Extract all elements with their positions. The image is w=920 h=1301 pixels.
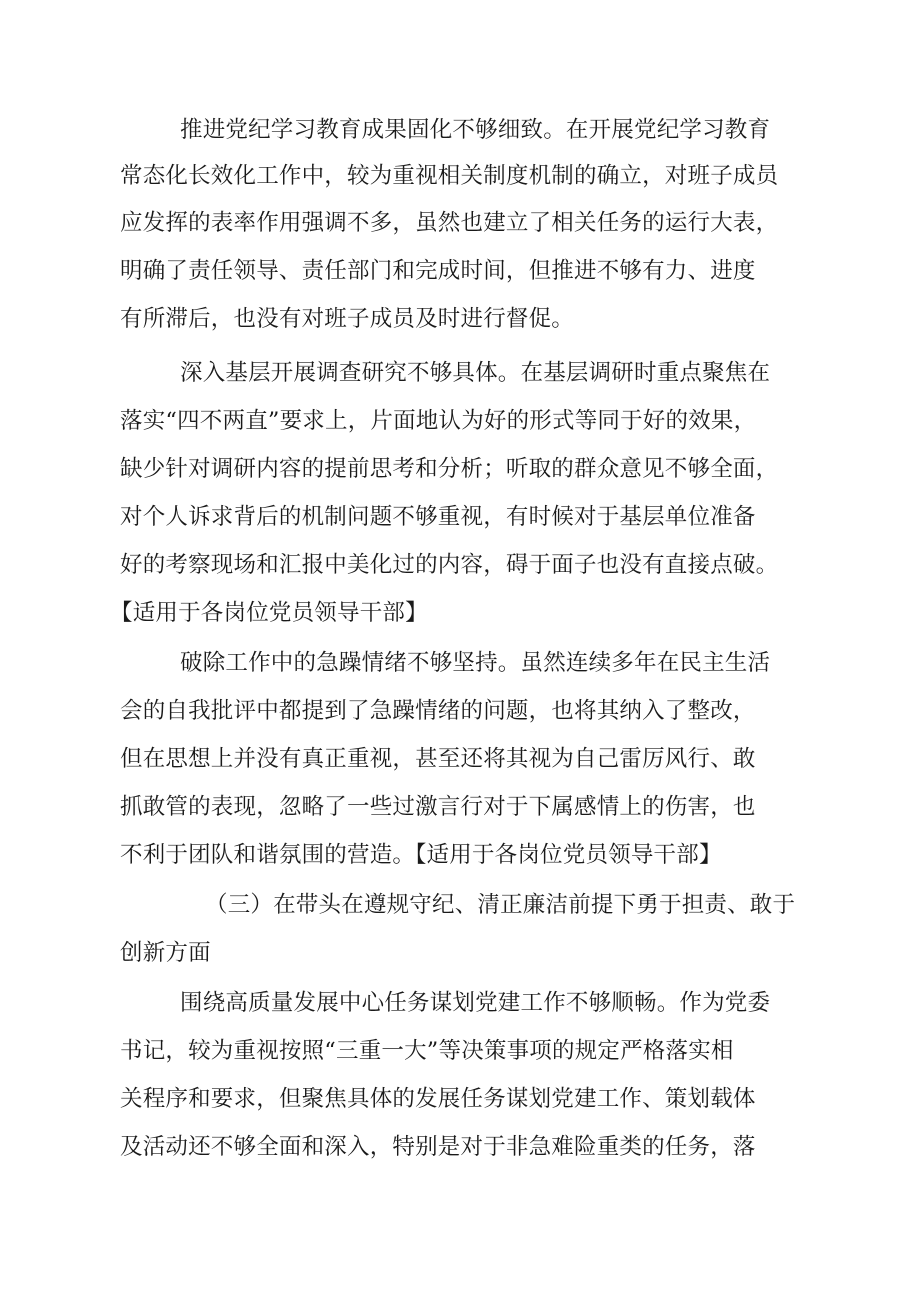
- paragraph-1-line-2: 常态化长效化工作中，较为重视相关制度机制的确立，对班子成员: [120, 163, 779, 189]
- section-heading-line-2: 创新方面: [120, 940, 211, 966]
- paragraph-3-line-1: 破除工作中的急躁情绪不够坚持。虽然连续多年在民主生活: [180, 650, 771, 676]
- paragraph-3-line-4: 抓敢管的表现，忽略了一些过激言行对于下属感情上的伤害，也: [120, 794, 756, 820]
- paragraph-4-line-4: 及活动还不够全面和深入，特别是对于非急难险重类的任务，落: [120, 1134, 756, 1160]
- paragraph-4-line-2: 书记，较为重视按照“三重一大”等决策事项的规定严格落实相: [120, 1038, 734, 1064]
- paragraph-1-line-3: 应发挥的表率作用强调不多，虽然也建立了相关任务的运行大表，: [120, 210, 779, 236]
- paragraph-2-line-5: 好的考察现场和汇报中美化过的内容，碍于面子也没有直接点破。: [120, 552, 779, 578]
- paragraph-2-line-4: 对个人诉求背后的机制问题不够重视，有时候对于基层单位准备: [120, 504, 756, 530]
- paragraph-1-line-4: 明确了责任领导、责任部门和完成时间，但推进不够有力、进度: [120, 258, 756, 284]
- paragraph-2-line-1: 深入基层开展调查研究不够具体。在基层调研时重点聚焦在: [180, 360, 771, 386]
- paragraph-3-line-3: 但在思想上并没有真正重视，甚至还将其视为自己雷厉风行、敢: [120, 746, 756, 772]
- section-heading-line-1: （三）在带头在遵规守纪、清正廉洁前提下勇于担责、敢于: [205, 892, 796, 918]
- paragraph-2-line-2: 落实“四不两直”要求上，片面地认为好的形式等同于好的效果，: [120, 408, 757, 434]
- paragraph-1-line-1: 推进党纪学习教育成果固化不够细致。在开展党纪学习教育: [180, 117, 771, 143]
- paragraph-3-line-5: 不利于团队和谐氛围的营造。【适用于各岗位党员领导干部】: [120, 842, 722, 868]
- paragraph-4-line-3: 关程序和要求，但聚焦具体的发展任务谋划党建工作、策划载体: [120, 1086, 756, 1112]
- paragraph-1-line-5: 有所滞后，也没有对班子成员及时进行督促。: [120, 306, 575, 332]
- paragraph-2-line-3: 缺少针对调研内容的提前思考和分析；听取的群众意见不够全面，: [120, 456, 779, 482]
- paragraph-3-line-2: 会的自我批评中都提到了急躁情绪的问题，也将其纳入了整改，: [120, 698, 756, 724]
- paragraph-2-tag: 【适用于各岗位党员领导干部】: [110, 600, 428, 626]
- paragraph-4-line-1: 围绕高质量发展中心任务谋划党建工作不够顺畅。作为党委: [180, 990, 771, 1016]
